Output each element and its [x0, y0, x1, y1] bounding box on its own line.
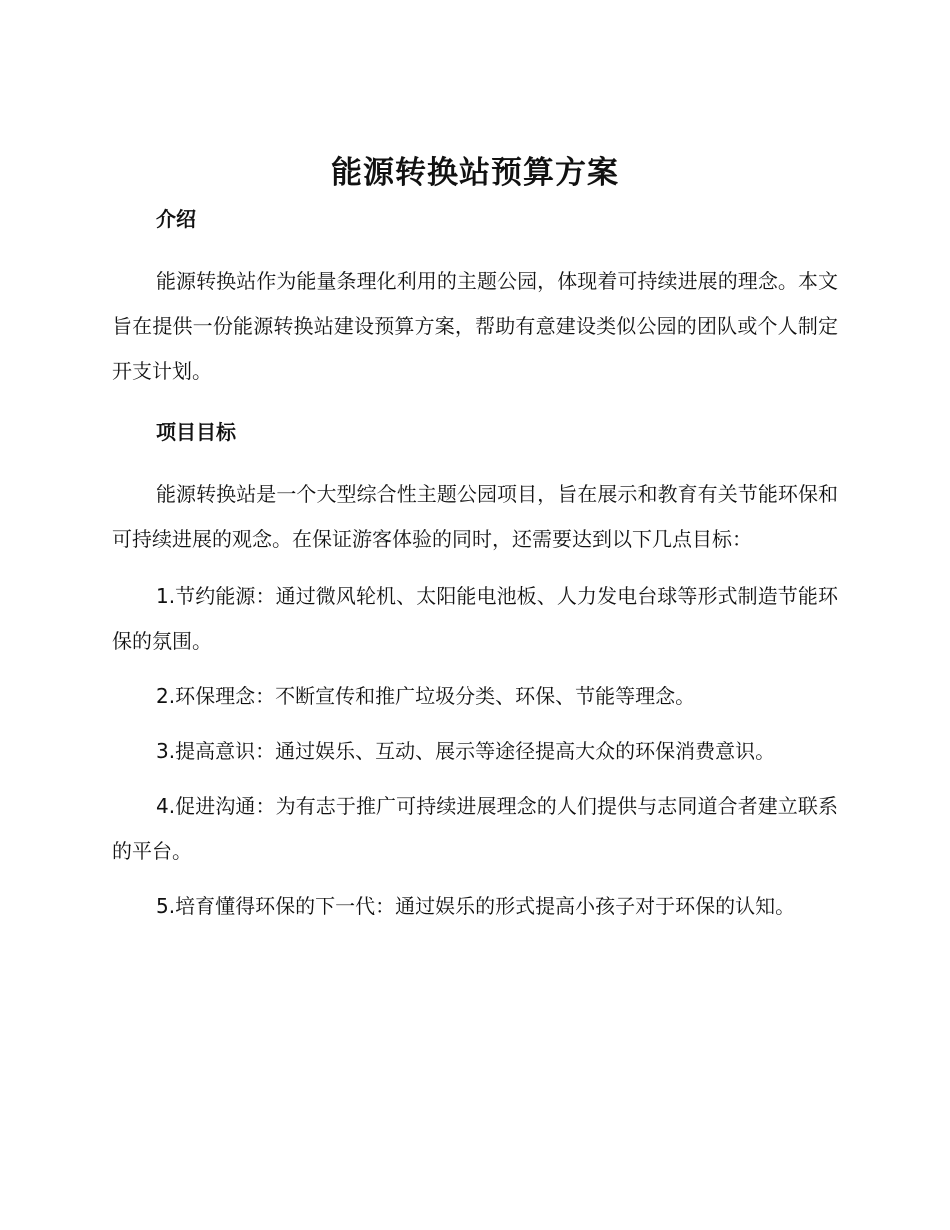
goal-item: 1.节约能源：通过微风轮机、太阳能电池板、人力发电台球等形式制造节能环保的氛围。 — [112, 584, 838, 653]
goal-item: 2.环保理念：不断宣传和推广垃圾分类、环保、节能等理念。 — [156, 684, 696, 708]
section-heading-goals: 项目目标 — [156, 420, 236, 444]
intro-paragraph: 能源转换站作为能量条理化利用的主题公园，体现着可持续进展的理念。本文旨在提供一份能源转换站建设预算方案，帮助有意建设类似公园的团队或个人制定开支计划。 — [112, 269, 838, 383]
goal-item: 4.促进沟通：为有志于推广可持续进展理念的人们提供与志同道合者建立联系的平台。 — [112, 794, 838, 863]
goals-paragraph: 能源转换站是一个大型综合性主题公园项目，旨在展示和教育有关节能环保和可持续进展的观念。在保证游客体验的同时，还需要达到以下几点目标： — [112, 482, 838, 551]
section-heading-intro: 介绍 — [156, 207, 196, 231]
goal-item: 3.提高意识：通过娱乐、互动、展示等途径提高大众的环保消费意识。 — [156, 739, 776, 763]
goal-item: 5.培育懂得环保的下一代：通过娱乐的形式提高小孩子对于环保的认知。 — [156, 894, 796, 918]
document-title: 能源转换站预算方案 — [331, 155, 619, 191]
